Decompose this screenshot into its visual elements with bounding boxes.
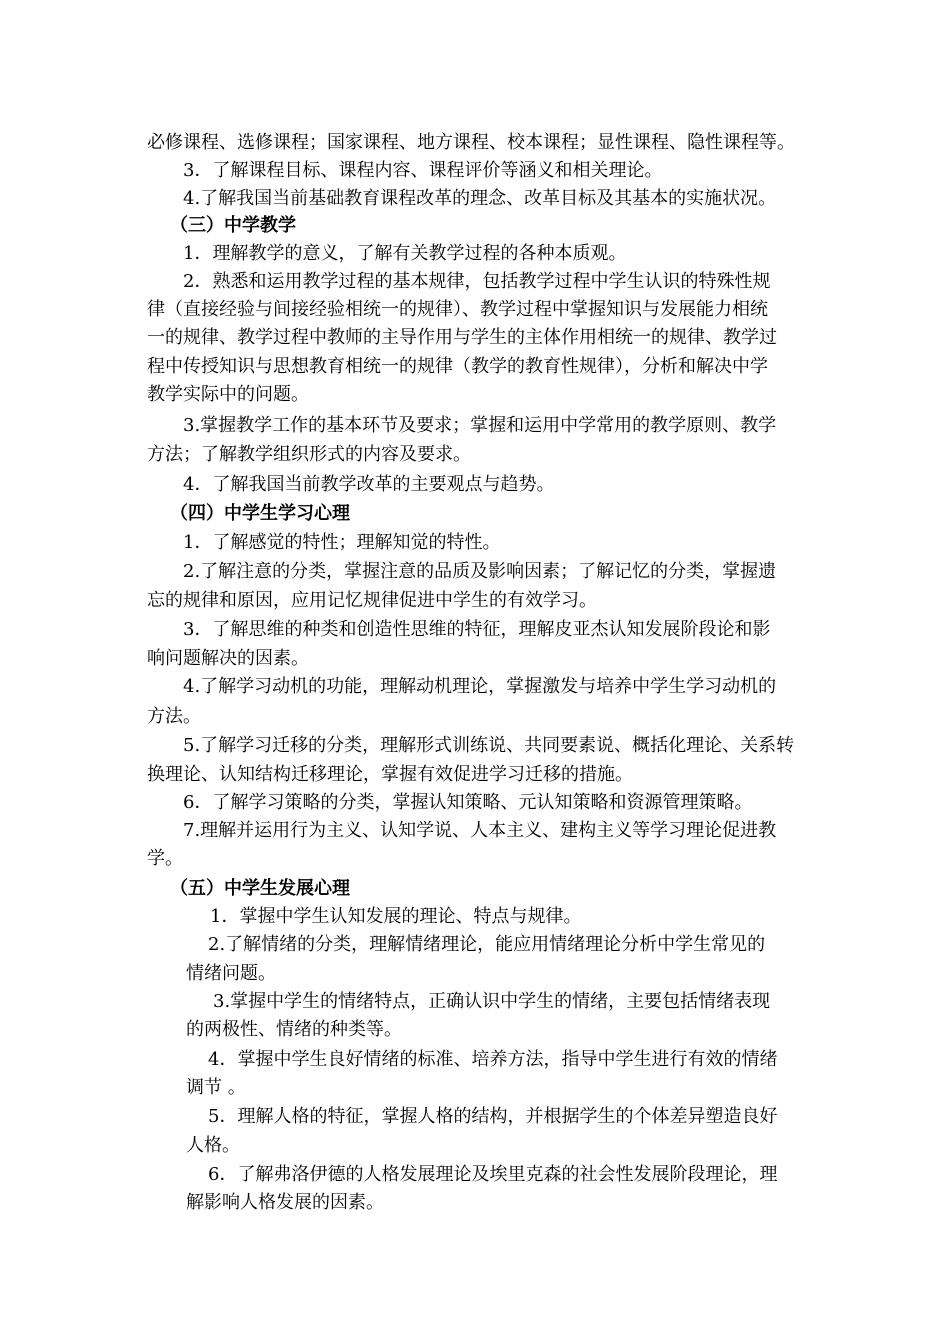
text-line: 必修课程、选修课程；国家课程、地方课程、校本课程；显性课程、隐性课程等。 [147, 132, 795, 153]
section-heading: （三）中学教学 [170, 215, 296, 236]
text-line: 学。 [147, 848, 183, 869]
text-line: 1．理解教学的意义，了解有关教学过程的各种本质观。 [183, 243, 627, 264]
text-line: 教学实际中的问题。 [147, 384, 309, 405]
text-line: 1．掌握中学生认知发展的理论、特点与规律。 [210, 906, 582, 927]
text-line: 5.了解学习迁移的分类，理解形式训练说、共同要素说、概括化理论、关系转 [183, 735, 795, 756]
text-line: 律（直接经验与间接经验相统一的规律）、教学过程中掌握知识与发展能力相统 [147, 299, 768, 320]
text-line: 响问题解决的因素。 [147, 648, 309, 669]
text-line: 的两极性、情绪的种类等。 [186, 1019, 402, 1040]
text-line: 忘的规律和原因，应用记忆规律促进中学生的有效学习。 [147, 590, 597, 611]
text-line: 2.了解情绪的分类，理解情绪理论，能应用情绪理论分析中学生常见的 [208, 934, 766, 955]
text-line: 调节 。 [186, 1077, 246, 1098]
text-line: 4.了解学习动机的功能，理解动机理论，掌握激发与培养中学生学习动机的 [183, 676, 777, 697]
text-line: 4.了解我国当前基础教育课程改革的理念、改革目标及其基本的实施状况。 [183, 188, 777, 209]
text-line: 5．理解人格的特征，掌握人格的结构，并根据学生的个体差异塑造良好 [208, 1106, 778, 1127]
text-line: 4．了解我国当前教学改革的主要观点与趋势。 [183, 474, 555, 495]
text-line: 解影响人格发展的因素。 [186, 1192, 384, 1213]
text-line: 3.掌握教学工作的基本环节及要求；掌握和运用中学常用的教学原则、教学 [183, 415, 777, 436]
text-line: 一的规律、教学过程中教师的主导作用与学生的主体作用相统一的规律、教学过 [147, 327, 777, 348]
text-line: 4．掌握中学生良好情绪的标准、培养方法，指导中学生进行有效的情绪 [208, 1049, 778, 1070]
text-line: 情绪问题。 [186, 963, 276, 984]
text-line: 3．了解课程目标、课程内容、课程评价等涵义和相关理论。 [183, 160, 663, 181]
text-line: 2.了解注意的分类，掌握注意的品质及影响因素；了解记忆的分类，掌握遗 [183, 561, 777, 582]
text-line: 7.理解并运用行为主义、认知学说、人本主义、建构主义等学习理论促进教 [183, 820, 777, 841]
text-line: 程中传授知识与思想教育相统一的规律（教学的教育性规律），分析和解决中学 [147, 356, 768, 377]
text-line: 2．熟悉和运用教学过程的基本规律，包括教学过程中学生认识的特殊性规 [183, 271, 771, 292]
text-line: 换理论、认知结构迁移理论，掌握有效促进学习迁移的措施。 [147, 764, 633, 785]
text-line: 方法。 [147, 706, 201, 727]
text-line: 6．了解学习策略的分类，掌握认知策略、元认知策略和资源管理策略。 [183, 792, 753, 813]
text-line: 6．了解弗洛伊德的人格发展理论及埃里克森的社会性发展阶段理论，理 [208, 1164, 778, 1185]
text-line: 1．了解感觉的特性；理解知觉的特性。 [183, 532, 501, 553]
section-heading: （五）中学生发展心理 [170, 878, 350, 899]
section-heading: （四）中学生学习心理 [170, 503, 350, 524]
text-line: 3．了解思维的种类和创造性思维的特征，理解皮亚杰认知发展阶段论和影 [183, 619, 771, 640]
text-line: 人格。 [186, 1135, 240, 1156]
text-line: 方法；了解教学组织形式的内容及要求。 [147, 444, 471, 465]
text-line: 3.掌握中学生的情绪特点，正确认识中学生的情绪，主要包括情绪表现 [213, 991, 771, 1012]
